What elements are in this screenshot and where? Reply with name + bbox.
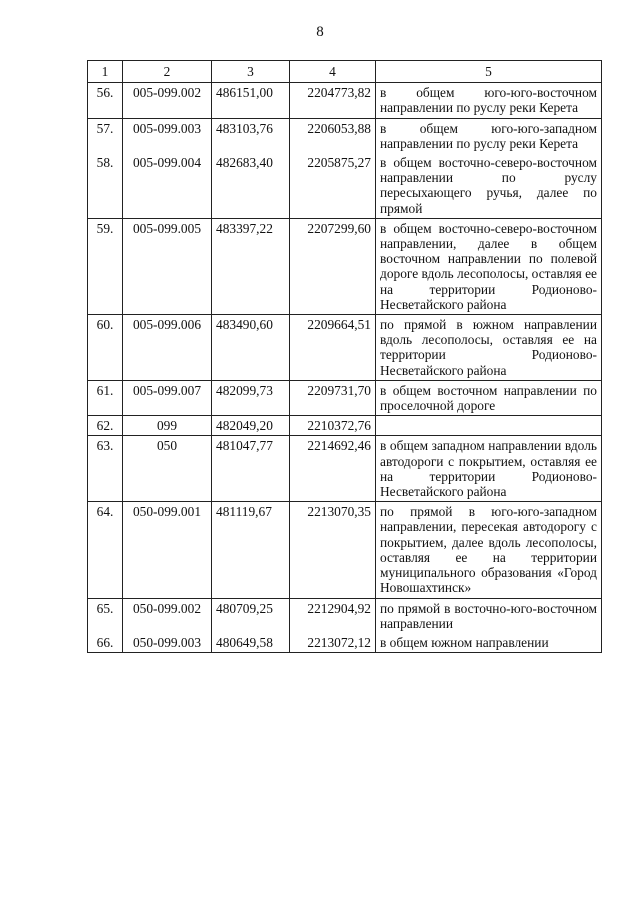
coord-x: 482049,20: [212, 416, 290, 436]
table-row: [88, 118, 602, 153]
coord-y: 2209731,70: [290, 380, 376, 415]
row-number: 66.: [88, 633, 123, 653]
point-code: 005-099.002: [123, 83, 212, 118]
table-row: [88, 218, 602, 314]
coord-x: 480649,58: [212, 633, 290, 653]
page-number: 8: [316, 24, 324, 40]
coord-y: 2206053,88: [290, 118, 376, 153]
point-code: 005-099.006: [123, 315, 212, 381]
row-number: 61.: [88, 380, 123, 415]
point-code: 050-099.003: [123, 633, 212, 653]
table-row: [88, 502, 602, 598]
row-number: 60.: [88, 315, 123, 381]
coord-y: 2214692,46: [290, 436, 376, 502]
coord-x: 483103,76: [212, 118, 290, 153]
boundary-description: в общем восточно-северо-восточном направлении по руслу пересыхающего ручья, далее по прямой: [376, 153, 602, 218]
coord-y: 2210372,76: [290, 416, 376, 436]
row-number: 58.: [88, 153, 123, 218]
coord-x: 481119,67: [212, 502, 290, 598]
coord-x: 482683,40: [212, 153, 290, 218]
point-code: 099: [123, 416, 212, 436]
coord-x: 481047,77: [212, 436, 290, 502]
row-number: 63.: [88, 436, 123, 502]
row-number: 65.: [88, 598, 123, 633]
boundary-description: по прямой в юго-юго-западном направлении, пересекая автодорогу с покрытием, далее вдоль лесополосы, оставляя ее на территории муниципального образования «Город Новошахтинск»: [376, 502, 602, 598]
boundary-description: в общем юго-юго-западном направлении по руслу реки Керета: [376, 118, 602, 153]
coord-x: 483490,60: [212, 315, 290, 381]
header-col-5: 5: [376, 61, 602, 83]
boundary-description: по прямой в южном направлении вдоль лесополосы, оставляя ее на территории Родионово-Несветайского района: [376, 315, 602, 381]
coord-y: 2213070,35: [290, 502, 376, 598]
boundary-description: в общем южном направлении: [376, 633, 602, 653]
header-col-2: 2: [123, 61, 212, 83]
point-code: 005-099.007: [123, 380, 212, 415]
boundary-description: в общем восточно-северо-восточном направлении, далее в общем восточном направлении по полевой дороге вдоль лесополосы, оставляя ее на территории Родионово-Несветайского района: [376, 218, 602, 314]
coord-x: 480709,25: [212, 598, 290, 633]
row-number: 57.: [88, 118, 123, 153]
boundary-description: в общем западном направлении вдоль автодороги с покрытием, оставляя ее на территории Родионово-Несветайского района: [376, 436, 602, 502]
coord-x: 482099,73: [212, 380, 290, 415]
coord-y: 2209664,51: [290, 315, 376, 381]
coord-y: 2204773,82: [290, 83, 376, 118]
row-number: 59.: [88, 218, 123, 314]
coord-x: 486151,00: [212, 83, 290, 118]
point-code: 050-099.002: [123, 598, 212, 633]
boundary-points-table: [87, 60, 602, 653]
coord-y: 2207299,60: [290, 218, 376, 314]
point-code: 005-099.004: [123, 153, 212, 218]
header-col-3: 3: [212, 61, 290, 83]
header-col-4: 4: [290, 61, 376, 83]
row-number: 56.: [88, 83, 123, 118]
table-header-row: [88, 61, 602, 83]
table-row: [88, 315, 602, 381]
row-number: 62.: [88, 416, 123, 436]
boundary-description: в общем восточном направлении по проселочной дороге: [376, 380, 602, 415]
boundary-description: в общем юго-юго-восточном направлении по руслу реки Керета: [376, 83, 602, 118]
table-row: [88, 83, 602, 118]
table-row: [88, 633, 602, 653]
point-code: 050: [123, 436, 212, 502]
table-row: [88, 436, 602, 502]
table-row: [88, 598, 602, 633]
point-code: 005-099.003: [123, 118, 212, 153]
boundary-description: по прямой в восточно-юго-восточном направлении: [376, 598, 602, 633]
table-row: [88, 153, 602, 218]
point-code: 050-099.001: [123, 502, 212, 598]
table-row: [88, 380, 602, 415]
point-code: 005-099.005: [123, 218, 212, 314]
coord-y: 2205875,27: [290, 153, 376, 218]
coord-y: 2212904,92: [290, 598, 376, 633]
table-row: [88, 416, 602, 436]
coord-x: 483397,22: [212, 218, 290, 314]
coord-y: 2213072,12: [290, 633, 376, 653]
boundary-description: [376, 416, 602, 436]
header-col-1: 1: [88, 61, 123, 83]
row-number: 64.: [88, 502, 123, 598]
